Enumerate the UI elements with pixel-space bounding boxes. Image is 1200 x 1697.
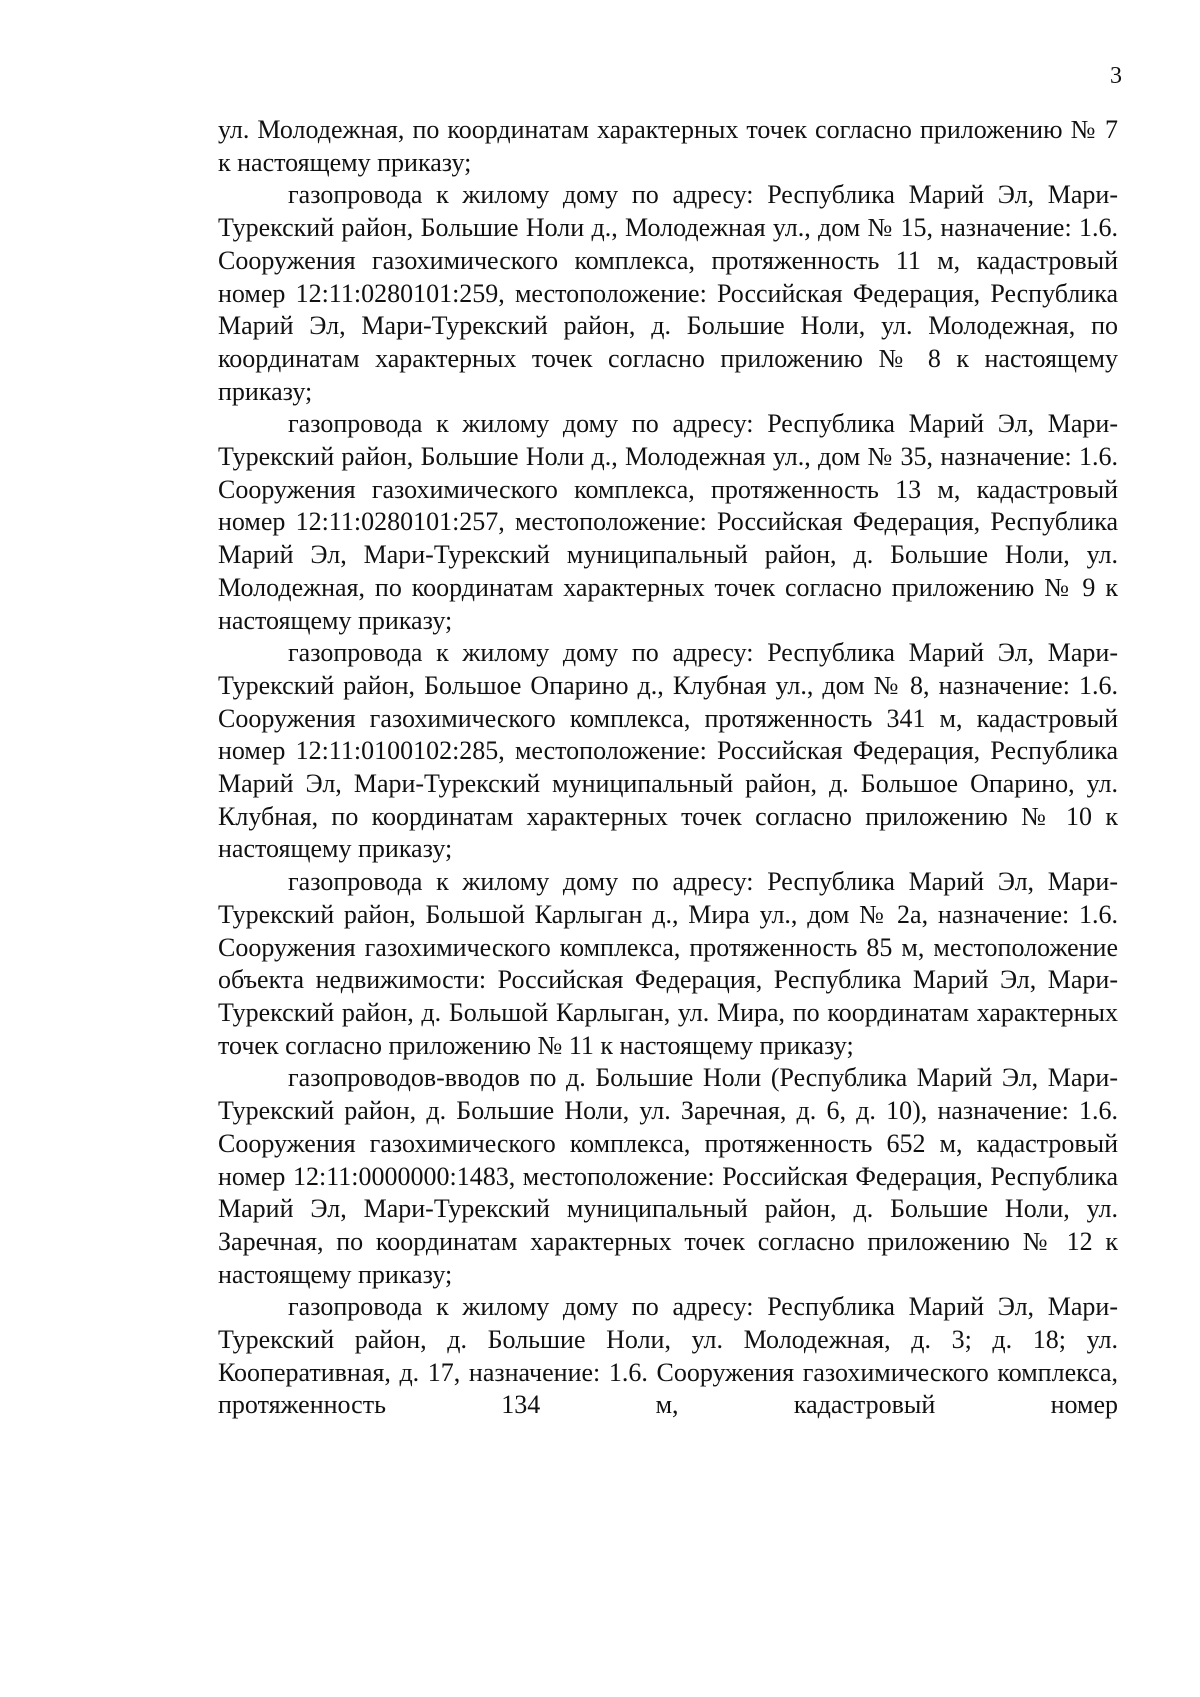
paragraph-continuation: ул. Молодежная, по координатам характерных точек согласно приложению № 7 к настоящему приказу; <box>218 115 1118 177</box>
paragraph-gas-pipelines-zarechnaya: газопроводов-вводов по д. Большие Ноли (Республика Марий Эл, Мари-Турекский район, д. Большие Ноли, ул. Заречная, д. 6, д. 10), назначение: 1.6. Сооружения газохимического комплекса, протяженность 652 м, кадастровый номер 12:11:0000000:1483, местоположение: Российская Федерация, Республика Марий Эл, Мари-Турекский муниципальный район, д. Большие Ноли, ул. Заречная, по координатам характерных точек согласно приложению № 12 к настоящему приказу; <box>218 1063 1118 1289</box>
paragraph-gas-pipeline-molodezhnaya-3-18: газопровода к жилому дому по адресу: Республика Марий Эл, Мари-Турекский район, д. Большие Ноли, ул. Молодежная, д. 3; д. 18; ул. Кооперативная, д. 17, назначение: 1.6. Сооружения газохимического комплекса, протяженность 134 м, кадастровый номер <box>218 1292 1118 1420</box>
paragraph-gas-pipeline-klubnaya-8: газопровода к жилому дому по адресу: Республика Марий Эл, Мари-Турекский район, Большое Опарино д., Клубная ул., дом № 8, назначение: 1.6. Сооружения газохимического комплекса, протяженность 341 м, кадастровый номер 12:11:0100102:285, местоположение: Российская Федерация, Республика Марий Эл, Мари-Турекский муниципальный район, д. Большое Опарино, ул. Клубная, по координатам характерных точек согласно приложению № 10 к настоящему приказу; <box>218 638 1118 864</box>
paragraph-gas-pipeline-molodezhnaya-35: газопровода к жилому дому по адресу: Республика Марий Эл, Мари-Турекский район, Большие Ноли д., Молодежная ул., дом № 35, назначение: 1.6. Сооружения газохимического комплекса, протяженность 13 м, кадастровый номер 12:11:0280101:257, местоположение: Российская Федерация, Республика Марий Эл, Мари-Турекский муниципальный район, д. Большие Ноли, ул. Молодежная, по координатам характерных точек согласно приложению № 9 к настоящему приказу; <box>218 409 1118 635</box>
paragraph-gas-pipeline-mira-2a: газопровода к жилому дому по адресу: Республика Марий Эл, Мари-Турекский район, Большой Карлыган д., Мира ул., дом № 2а, назначение: 1.6. Сооружения газохимического комплекса, протяженность 85 м, местоположение объекта недвижимости: Российская Федерация, Республика Марий Эл, Мари-Турекский район, д. Большой Карлыган, ул. Мира, по координатам характерных точек согласно приложению № 11 к настоящему приказу; <box>218 867 1118 1060</box>
paragraph-gas-pipeline-molodezhnaya-15: газопровода к жилому дому по адресу: Республика Марий Эл, Мари-Турекский район, Большие Ноли д., Молодежная ул., дом № 15, назначение: 1.6. Сооружения газохимического комплекса, протяженность 11 м, кадастровый номер 12:11:0280101:259, местоположение: Российская Федерация, Республика Марий Эл, Мари-Турекский район, д. Большие Ноли, ул. Молодежная, по координатам характерных точек согласно приложению № 8 к настоящему приказу; <box>218 180 1118 406</box>
document-body <box>218 114 1118 1422</box>
page-number: 3 <box>1110 63 1122 89</box>
